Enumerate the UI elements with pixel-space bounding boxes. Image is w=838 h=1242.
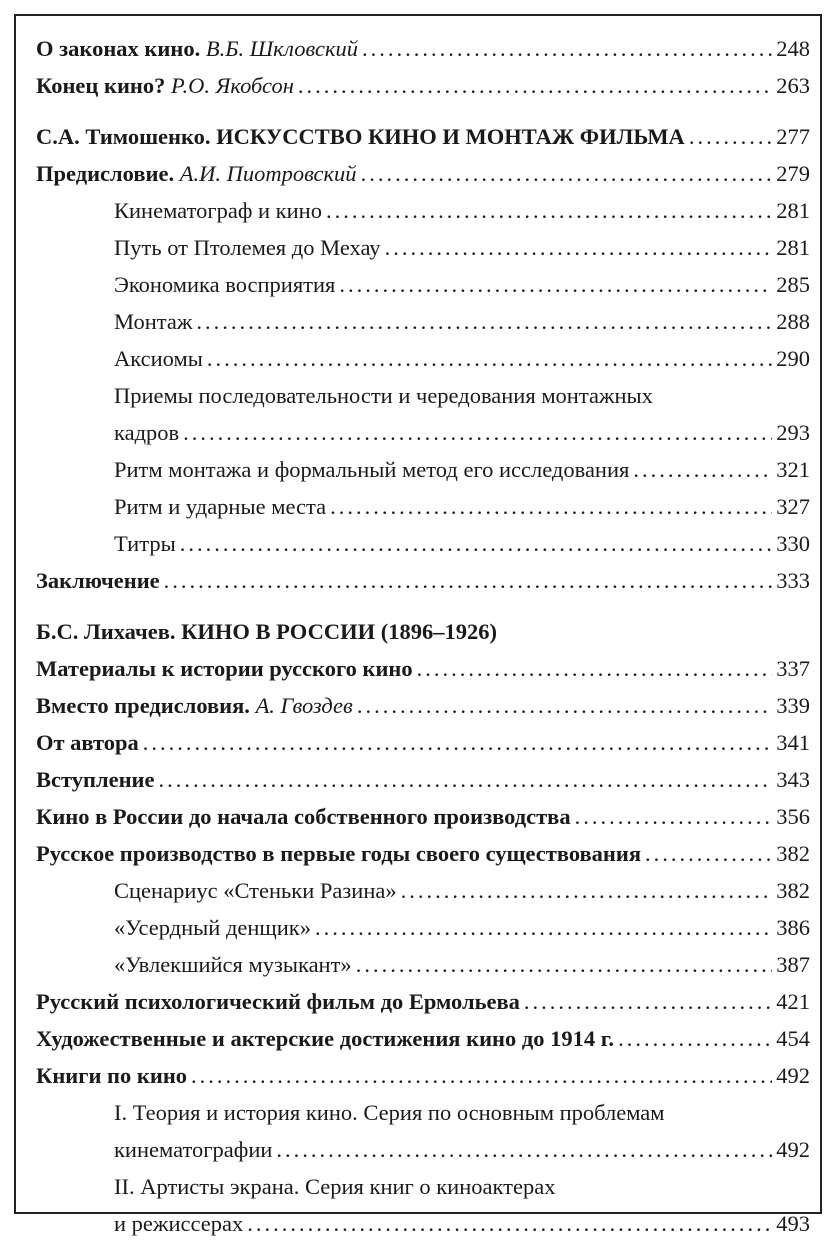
toc-subentry[interactable]	[114, 525, 810, 562]
toc-entry-title: Путь от Птолемея до Мехау	[114, 235, 381, 260]
toc-entry-title-line1: I. Теория и история кино. Серия по основным проблемам	[114, 1100, 665, 1125]
toc-page-number: 330	[776, 531, 810, 556]
toc-entry[interactable]	[36, 1057, 810, 1094]
toc-entry-title: От автора	[36, 730, 139, 755]
toc-entry[interactable]	[36, 724, 810, 761]
toc-subentry[interactable]	[114, 451, 810, 488]
toc-subentry[interactable]	[114, 377, 810, 451]
toc-entry-title: Титры	[114, 531, 176, 556]
toc-entry[interactable]	[36, 30, 810, 67]
toc-entry-title: Монтаж	[114, 309, 193, 334]
toc-entry-title: Сценариус «Стеньки Разина»	[114, 878, 397, 903]
section-heading: Б.С. Лихачев. КИНО В РОССИИ (1896–1926)	[36, 619, 497, 644]
toc-entry-title: С.А. Тимошенко. ИСКУССТВО КИНО И МОНТАЖ ФИЛЬМА	[36, 124, 685, 149]
toc-entry-title: кинематографии	[114, 1137, 273, 1162]
leader-dots	[689, 118, 772, 155]
toc-page-number: 454	[776, 1026, 810, 1051]
toc-page-number: 333	[776, 568, 810, 593]
leader-dots	[298, 67, 772, 104]
toc-page-number: 285	[776, 272, 810, 297]
leader-dots	[385, 229, 773, 266]
leader-dots	[315, 909, 772, 946]
toc-subentry[interactable]	[114, 303, 810, 340]
toc-entry-title: Ритм и ударные места	[114, 494, 327, 519]
toc-entry-author: А. Гвоздев	[255, 693, 353, 718]
leader-dots	[143, 724, 772, 761]
toc-entry[interactable]	[36, 650, 810, 687]
toc-page-number: 339	[776, 693, 810, 718]
toc-entry-title-line1: Приемы последовательности и чередования монтажных	[114, 383, 653, 408]
leader-dots	[401, 872, 773, 909]
toc-entry-title: «Увлекшийся музыкант»	[114, 952, 352, 977]
toc-entry-title: «Усердный денщик»	[114, 915, 311, 940]
toc-subentry[interactable]	[114, 872, 810, 909]
toc-entry[interactable]	[36, 835, 810, 872]
toc-entry-title: Экономика восприятия	[114, 272, 336, 297]
toc-subentry[interactable]	[114, 946, 810, 983]
leader-dots	[326, 192, 772, 229]
leader-dots	[183, 414, 772, 451]
toc-page-number: 382	[776, 878, 810, 903]
toc-subentry[interactable]	[114, 229, 810, 266]
toc-entry[interactable]	[36, 562, 810, 599]
toc-entry-title: Книги по кино	[36, 1063, 188, 1088]
toc-page-number: 321	[776, 457, 810, 482]
leader-dots	[180, 525, 773, 562]
toc-page-number: 279	[776, 161, 810, 186]
leader-dots	[191, 1057, 772, 1094]
toc-page-number: 421	[776, 989, 810, 1014]
toc-entry-title: и режиссерах	[114, 1211, 244, 1236]
toc-page-number: 343	[776, 767, 810, 792]
toc-page-number: 387	[776, 952, 810, 977]
leader-dots	[159, 761, 773, 798]
toc-entry-author: Р.О. Якобсон	[171, 73, 294, 98]
toc-entry-title: Аксиомы	[114, 346, 203, 371]
toc-page-number: 492	[776, 1137, 810, 1162]
toc-page-number: 263	[776, 73, 810, 98]
leader-dots	[164, 562, 773, 599]
leader-dots	[645, 835, 772, 872]
book-page	[14, 14, 822, 1236]
toc-entry[interactable]	[36, 687, 810, 724]
leader-dots	[356, 946, 773, 983]
toc-subentry[interactable]	[114, 340, 810, 377]
leader-dots	[207, 340, 772, 377]
toc-entry[interactable]	[36, 67, 810, 104]
toc-entry-title: Русское производство в первые годы своего существования	[36, 841, 642, 866]
leader-dots	[524, 983, 772, 1020]
toc-page-number: 327	[776, 494, 810, 519]
toc-page-number: 281	[776, 235, 810, 260]
toc-entry-title: Конец кино? Р.О. Якобсон	[36, 73, 294, 98]
toc-subentry[interactable]	[114, 909, 810, 946]
toc-entry-author: А.И. Пиотровский	[179, 161, 357, 186]
leader-dots	[417, 650, 773, 687]
toc-subentry[interactable]	[114, 192, 810, 229]
table-of-contents	[36, 30, 810, 1242]
toc-entry-title: Заключение	[36, 568, 160, 593]
toc-entry[interactable]	[36, 983, 810, 1020]
leader-dots	[339, 266, 772, 303]
leader-dots	[247, 1205, 772, 1242]
toc-entry-title: Ритм монтажа и формальный метод его исследования	[114, 457, 630, 482]
toc-entry-title: Художественные и актерские достижения кино до 1914 г.	[36, 1026, 615, 1051]
toc-entry-title: Вместо предисловия. А. Гвоздев	[36, 693, 353, 718]
leader-dots	[575, 798, 773, 835]
toc-entry-title: Кинематограф и кино	[114, 198, 322, 223]
leader-dots	[196, 303, 772, 340]
toc-page-number: 288	[776, 309, 810, 334]
toc-entry-title: кадров	[114, 420, 180, 445]
toc-page-number: 281	[776, 198, 810, 223]
toc-subentry[interactable]	[114, 488, 810, 525]
toc-subentry[interactable]	[114, 1094, 810, 1168]
toc-page-number: 382	[776, 841, 810, 866]
leader-dots	[357, 687, 772, 724]
leader-dots	[362, 30, 772, 67]
leader-dots	[633, 451, 772, 488]
toc-entry[interactable]	[36, 1020, 810, 1057]
toc-page-number: 356	[776, 804, 810, 829]
toc-entry-author: В.Б. Шкловский	[205, 36, 358, 61]
toc-subentry[interactable]	[114, 266, 810, 303]
toc-page-number: 493	[776, 1211, 810, 1236]
toc-entry[interactable]	[36, 761, 810, 798]
toc-page-number: 277	[776, 124, 810, 149]
toc-entry-title: Русский психологический фильм до Ермольева	[36, 989, 520, 1014]
toc-entry-title: Материалы к истории русского кино	[36, 656, 413, 681]
leader-dots	[276, 1131, 772, 1168]
toc-entry-title: Вступление	[36, 767, 155, 792]
leader-dots	[330, 488, 772, 525]
leader-dots	[618, 1020, 772, 1057]
toc-page-number: 386	[776, 915, 810, 940]
toc-entry-title: Кино в России до начала собственного производства	[36, 804, 571, 829]
toc-entry[interactable]	[36, 798, 810, 835]
toc-page-number: 293	[776, 420, 810, 445]
toc-page-number: 290	[776, 346, 810, 371]
toc-entry-title: О законах кино. В.Б. Шкловский	[36, 36, 358, 61]
leader-dots	[361, 155, 773, 192]
toc-entry[interactable]	[36, 118, 810, 155]
toc-entry-title-line1: II. Артисты экрана. Серия книг о киноактерах	[114, 1174, 556, 1199]
toc-page-number: 248	[776, 36, 810, 61]
toc-page-number: 341	[776, 730, 810, 755]
toc-page-number: 492	[776, 1063, 810, 1088]
toc-entry-title: Предисловие. А.И. Пиотровский	[36, 161, 357, 186]
toc-page-number: 337	[776, 656, 810, 681]
toc-subentry[interactable]	[114, 1168, 810, 1242]
toc-entry[interactable]	[36, 155, 810, 192]
